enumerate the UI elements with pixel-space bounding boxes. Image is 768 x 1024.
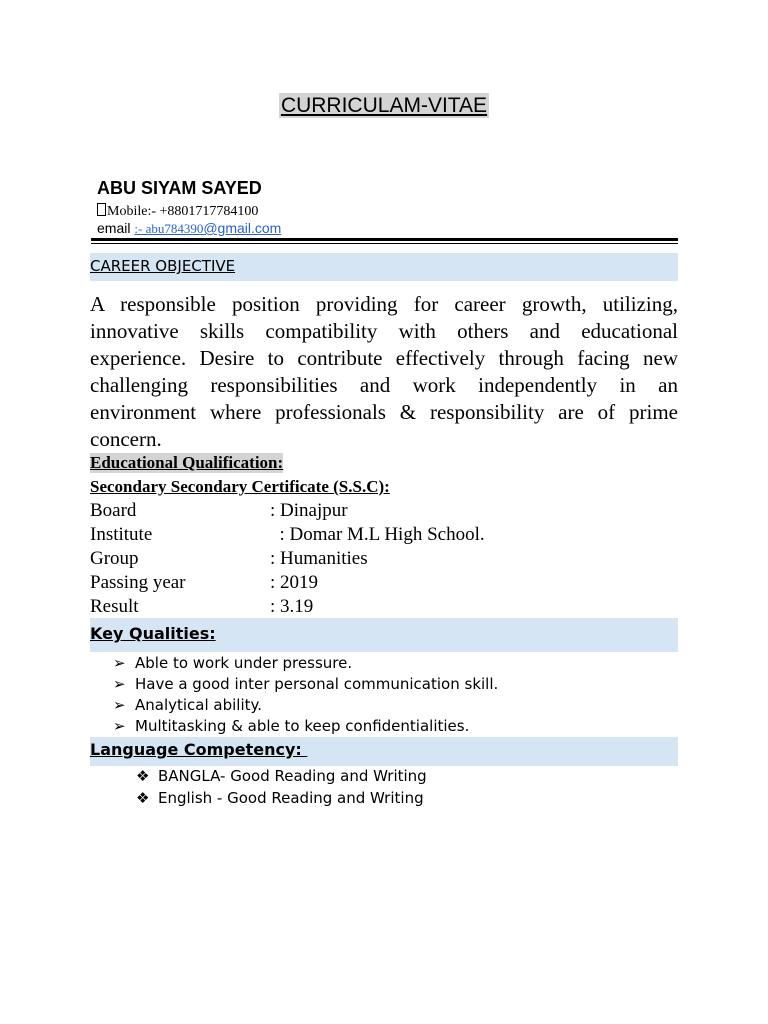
info-value: : Dinajpur	[270, 500, 348, 521]
list-item	[113, 717, 469, 735]
mobile-line	[97, 203, 258, 220]
list-item	[136, 789, 424, 807]
arrow-bullet-icon: ➢	[113, 696, 126, 714]
list-item	[113, 696, 262, 714]
arrow-bullet-icon: ➢	[113, 717, 126, 735]
ssc-heading: Secondary Secondary Certificate (S.S.C):	[90, 477, 390, 496]
info-value: : Humanities	[270, 548, 368, 569]
info-label: Passing year	[90, 572, 186, 593]
info-label: Group	[90, 548, 139, 569]
info-value: : 2019	[270, 572, 319, 593]
email-domain: @gmail.com	[203, 220, 282, 236]
key-qualities-band	[90, 618, 678, 652]
list-item-text: Analytical ability.	[135, 696, 263, 714]
header-divider-thin	[91, 243, 678, 244]
arrow-bullet-icon: ➢	[113, 654, 126, 672]
header-divider-thick	[91, 238, 678, 241]
phone-icon	[97, 203, 106, 216]
candidate-name: ABU SIYAM SAYED	[97, 178, 262, 198]
diamond-bullet-icon: ❖	[136, 789, 150, 807]
language-competency-band	[90, 737, 678, 766]
list-item-text: Able to work under pressure.	[135, 654, 353, 672]
list-item	[113, 675, 498, 693]
career-objective-text: A responsible position providing for career growth, utilizing, innovative skills compatibility with others and educational experience. Desire to contribute effectively through facing new challenging responsibilities and work independently in an environment where professionals & responsibility are of prime concern.	[90, 292, 678, 451]
key-qualities-heading: Key Qualities:	[90, 624, 216, 643]
title-wrapper	[0, 94, 768, 118]
email-line	[97, 220, 281, 237]
career-objective-band	[90, 253, 678, 281]
career-objective-heading: CAREER OBJECTIVE	[90, 257, 236, 275]
arrow-bullet-icon: ➢	[113, 675, 126, 693]
list-item	[136, 767, 427, 785]
mobile-label: Mobile:-	[107, 204, 160, 219]
email-user: abu784390	[145, 221, 204, 236]
info-label: Institute	[90, 524, 153, 545]
diamond-bullet-icon: ❖	[136, 767, 150, 785]
list-item-text: English - Good Reading and Writing	[158, 789, 424, 807]
list-item-text: Multitasking & able to keep confidentialities.	[135, 717, 470, 735]
email-separator: :-	[134, 221, 146, 236]
education-heading: Educational Qualification:	[90, 453, 284, 472]
mobile-number: +8801717784100	[159, 204, 259, 219]
email-label: email	[97, 220, 135, 236]
info-label: Result	[90, 596, 139, 617]
language-competency-heading: Language Competency:	[90, 740, 308, 759]
list-item	[113, 654, 352, 672]
document-title: CURRICULAM-VITAE	[280, 94, 488, 117]
info-value: : Domar M.L High School.	[270, 524, 485, 545]
email-link[interactable]	[134, 220, 281, 236]
info-label: Board	[90, 500, 137, 521]
info-value: : 3.19	[270, 596, 314, 617]
list-item-text: Have a good inter personal communication skill.	[135, 675, 499, 693]
list-item-text: BANGLA- Good Reading and Writing	[158, 767, 427, 785]
